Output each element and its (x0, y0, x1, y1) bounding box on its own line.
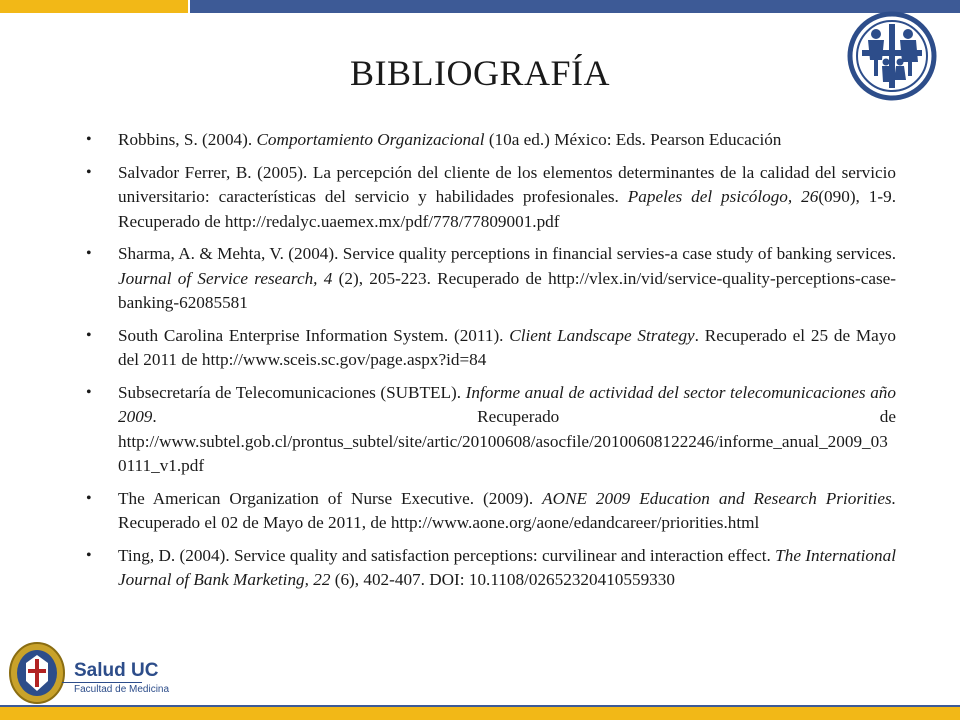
reference-italic-text: The International Journal of Bank Marketing, 22 (118, 545, 896, 589)
reference-text: . Recuperado el 25 de Mayo del 2011 de http://www.sceis.sc.gov/page.aspx?id=84 (118, 325, 897, 369)
reference-text: South Carolina Enterprise Information System. (2011). (118, 325, 510, 345)
bullet-icon: • (86, 489, 92, 507)
reference-italic-text: Client Landscape Strategy (509, 325, 695, 345)
uc-crest-icon (8, 641, 66, 705)
reference-item (86, 128, 896, 153)
reference-text: (10a ed.) México: Eds. Pearson Educación (484, 130, 782, 149)
reference-item (86, 324, 896, 373)
top-accent-bar-yellow (0, 0, 188, 13)
reference-text: (2), 205-223. Recuperado de http://vlex.in/vid/service-quality-perceptions-case-banking-62085581 (118, 268, 896, 312)
bullet-icon: • (86, 163, 92, 181)
reference-text: Salvador Ferrer, B. (2005). La percepción del cliente de los elementos determinantes de la calidad del servicio universitario: características del servicio y habilidades profesionales. (118, 162, 896, 206)
bullet-icon: • (86, 546, 92, 564)
top-accent-bar-blue (190, 0, 960, 13)
reference-text: The American Organization of Nurse Executive. (2009). (118, 488, 543, 508)
reference-item (86, 544, 896, 593)
bullet-icon: • (86, 245, 92, 262)
reference-item (86, 161, 896, 235)
reference-text: Subsecretaría de Telecomunicaciones (SUBTEL). (118, 382, 466, 402)
reference-text: Sharma, A. & Mehta, V. (2004). Service quality perceptions in financial servies-a case study of banking services. (118, 244, 896, 263)
reference-text: (6), 402-407. DOI: 10.1108/02652320410559330 (330, 570, 675, 589)
bottom-accent-bar-yellow (0, 707, 960, 720)
reference-item (86, 487, 896, 536)
reference-italic-text: AONE 2009 Education and Research Priorities. (542, 488, 896, 508)
reference-italic-text: Journal of Service research, 4 (118, 268, 333, 288)
bullet-icon: • (86, 383, 92, 401)
logo-top-rule (848, 8, 934, 9)
reference-text: . Recuperado de http://www.subtel.gob.cl/prontus_subtel/site/artic/20100608/asocfile/20100608122246/informe_anual_2009_030111_v1.pdf (118, 407, 896, 475)
bullet-icon: • (86, 326, 92, 344)
bullet-icon: • (86, 131, 92, 148)
reference-italic-text: Informe anual de actividad del sector telecomunicaciones año 2009 (118, 382, 896, 426)
reference-text: Ting, D. (2004). Service quality and satisfaction perceptions: curvilinear and interaction effect. (118, 545, 776, 565)
slide-title: BIBLIOGRAFÍA (349, 53, 610, 93)
footer-brand: Salud UC (74, 660, 159, 681)
reference-item (86, 381, 896, 479)
reference-text: Recuperado el 02 de Mayo de 2011, de http://www.aone.org/aone/edandcareer/priorities.html (118, 513, 760, 532)
reference-italic-text: Papeles del psicólogo, 26 (627, 187, 819, 206)
bibliography-list (86, 128, 896, 601)
footer-subtitle: Facultad de Medicina (74, 684, 170, 695)
footer-rule (62, 682, 142, 683)
reference-text: (090), 1-9. Recuperado de http://redalyc.uaemex.mx/pdf/778/77809001.pdf (118, 187, 897, 231)
reference-italic-text: Comportamiento Organizacional (256, 130, 485, 149)
reference-text: Robbins, S. (2004). (118, 130, 257, 149)
reference-item (86, 242, 896, 316)
